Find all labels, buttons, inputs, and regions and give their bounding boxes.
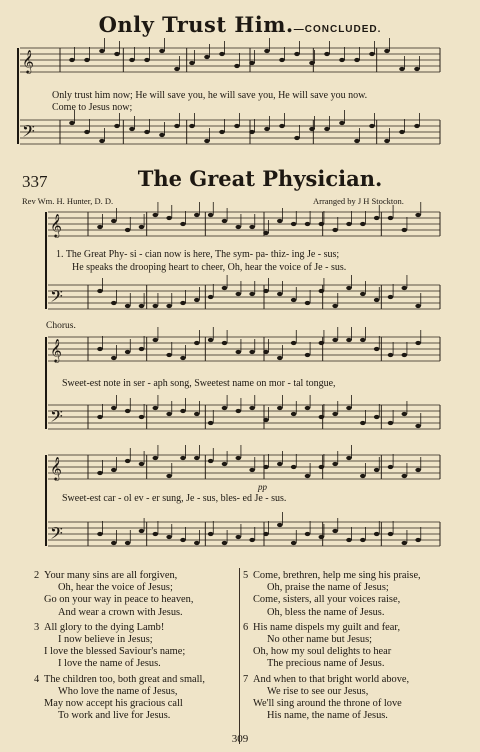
note-head: [291, 541, 297, 545]
note-head: [332, 462, 338, 466]
bass-clef-icon: 𝄢: [50, 286, 63, 310]
note-head: [360, 474, 366, 478]
note-head: [388, 353, 394, 357]
note-head: [222, 286, 228, 290]
note-head: [114, 124, 120, 128]
note-head: [277, 292, 283, 296]
note-head: [234, 124, 240, 128]
note-head: [249, 468, 255, 472]
verse-text: Your many sins are all forgiven,: [44, 570, 178, 581]
note-head: [84, 58, 90, 62]
note-head: [332, 338, 338, 342]
note-head: [305, 353, 311, 357]
note-head: [415, 424, 421, 428]
note-head: [180, 356, 186, 360]
note-head: [305, 474, 311, 478]
verse-line: No other name but Jesus;: [267, 634, 373, 646]
bass-clef-icon: 𝄢: [50, 406, 63, 430]
note-head: [263, 231, 269, 235]
note-head: [222, 406, 228, 410]
note-head: [111, 468, 117, 472]
note-head: [294, 52, 300, 56]
note-head: [249, 292, 255, 296]
verse1-line-1: 1. The Great Phy- si - cian now is here, The sym- pa- thiz- ing Je - sus;: [56, 249, 340, 260]
note-head: [319, 289, 325, 293]
note-head: [139, 529, 145, 533]
verse-6: [243, 622, 421, 671]
note-head: [166, 412, 172, 416]
note-head: [111, 356, 117, 360]
page-number: 309: [231, 733, 249, 745]
bass-clef-icon: 𝄢: [50, 523, 63, 547]
note-head: [222, 219, 228, 223]
note-head: [402, 412, 408, 416]
note-head: [139, 415, 145, 419]
verse-2: [34, 570, 205, 619]
chorus-line-2: Sweet-est car - ol ev - er sung, Je - sus, bles- ed Je - sus.: [62, 493, 287, 504]
note-head: [354, 139, 360, 143]
note-head: [222, 462, 228, 466]
column-divider: [239, 568, 240, 744]
note-head: [153, 406, 159, 410]
note-head: [166, 216, 172, 220]
verse-line: Oh, how my soul delights to hear: [253, 646, 392, 658]
author-credit: Rev Wm. H. Hunter, D. D.: [22, 196, 114, 206]
note-head: [277, 219, 283, 223]
note-head: [415, 341, 421, 345]
note-head: [277, 406, 283, 410]
note-head: [236, 535, 242, 539]
note-head: [305, 222, 311, 226]
note-head: [291, 465, 297, 469]
note-head: [324, 52, 330, 56]
note-head: [194, 341, 200, 345]
verse-7: [243, 674, 421, 723]
note-head: [125, 459, 131, 463]
note-head: [114, 52, 120, 56]
note-head: [129, 58, 135, 62]
note-head: [369, 124, 375, 128]
note-head: [236, 350, 242, 354]
hymn-number: 337: [22, 172, 48, 191]
note-head: [153, 213, 159, 217]
note-head: [291, 341, 297, 345]
note-head: [402, 228, 408, 232]
bass-clef-icon: 𝄢: [22, 121, 35, 145]
note-head: [263, 350, 269, 354]
verse-line: Oh, hear the voice of Jesus;: [58, 582, 173, 594]
verse-text: Come, brethren, help me sing his praise,: [253, 570, 421, 581]
verses-right-column: [243, 570, 421, 725]
note-head: [234, 64, 240, 68]
verse-text: And when to that bright world above,: [253, 673, 410, 685]
verse-line: [34, 622, 205, 634]
treble-clef-icon: 𝄞: [50, 338, 62, 362]
note-head: [291, 412, 297, 416]
note-head: [208, 338, 214, 342]
note-head: [222, 341, 228, 345]
note-head: [388, 295, 394, 299]
note-head: [208, 295, 214, 299]
note-head: [97, 532, 103, 536]
note-head: [374, 216, 380, 220]
note-head: [97, 471, 103, 475]
verse-line: Come, sisters, all your voices raise,: [253, 594, 401, 606]
note-head: [291, 298, 297, 302]
top-lyric-line-2: Come to Jesus now;: [52, 102, 133, 113]
note-head: [388, 532, 394, 536]
verse-line: We'll sing around the throne of love: [253, 698, 402, 710]
note-head: [99, 139, 105, 143]
note-head: [153, 304, 159, 308]
verse-line: We rise to see our Jesus,: [267, 685, 369, 697]
note-head: [208, 532, 214, 536]
verse-line: [243, 622, 421, 634]
note-head: [264, 49, 270, 53]
continued-title-text: Only Trust Him.: [98, 12, 294, 37]
note-head: [346, 286, 352, 290]
note-head: [249, 61, 255, 65]
note-head: [415, 213, 421, 217]
verse-5: [243, 570, 421, 619]
concluded-label: —CONCLUDED.: [293, 24, 382, 35]
note-head: [111, 219, 117, 223]
note-head: [374, 298, 380, 302]
note-head: [319, 341, 325, 345]
note-head: [415, 538, 421, 542]
note-head: [360, 292, 366, 296]
note-head: [249, 406, 255, 410]
note-head: [249, 130, 255, 134]
note-head: [346, 338, 352, 342]
note-head: [388, 421, 394, 425]
note-head: [332, 304, 338, 308]
note-head: [319, 465, 325, 469]
dynamic-marking: pp: [258, 482, 267, 492]
note-head: [346, 538, 352, 542]
note-head: [360, 338, 366, 342]
arranger-credit: Arranged by J H Stockton.: [313, 196, 404, 206]
note-head: [309, 127, 315, 131]
verse-text: All glory to the dying Lamb!: [44, 621, 165, 633]
note-head: [166, 353, 172, 357]
verse-number: 4: [34, 673, 40, 685]
note-head: [388, 465, 394, 469]
note-head: [189, 61, 195, 65]
note-head: [305, 406, 311, 410]
note-head: [263, 465, 269, 469]
note-head: [204, 139, 210, 143]
note-head: [319, 415, 325, 419]
note-head: [153, 338, 159, 342]
note-head: [277, 523, 283, 527]
note-head: [125, 228, 131, 232]
note-head: [219, 52, 225, 56]
top-lyric-line-1: Only trust him now; He will save you, he will save you, He will save you now.: [52, 90, 368, 101]
note-head: [264, 127, 270, 131]
note-head: [125, 409, 131, 413]
note-head: [339, 121, 345, 125]
verse-line: I love the name of Jesus.: [58, 658, 161, 670]
treble-clef-icon: 𝄞: [50, 456, 62, 480]
note-head: [402, 474, 408, 478]
verse-line: I now believe in Jesus;: [58, 634, 153, 646]
verse-line: [34, 570, 205, 582]
note-head: [219, 130, 225, 134]
verse-line: Oh, praise the name of Jesus;: [267, 582, 389, 594]
note-head: [374, 347, 380, 351]
note-head: [324, 127, 330, 131]
note-head: [309, 61, 315, 65]
note-head: [139, 462, 145, 466]
note-head: [360, 222, 366, 226]
verse-number: 5: [243, 570, 249, 581]
verse-line: I love the blessed Saviour's name;: [44, 646, 186, 658]
note-head: [69, 121, 75, 125]
note-head: [189, 124, 195, 128]
note-head: [263, 418, 269, 422]
note-head: [249, 225, 255, 229]
note-head: [291, 222, 297, 226]
treble-clef-icon: 𝄞: [22, 49, 34, 73]
verse-line: Who love the name of Jesus,: [58, 685, 178, 697]
note-head: [166, 304, 172, 308]
note-head: [129, 127, 135, 131]
note-head: [159, 49, 165, 53]
note-head: [415, 468, 421, 472]
note-head: [208, 459, 214, 463]
note-head: [236, 292, 242, 296]
verse-number: 6: [243, 621, 249, 633]
note-head: [222, 541, 228, 545]
note-head: [346, 406, 352, 410]
note-head: [69, 58, 75, 62]
hymn-title: The Great Physician.: [137, 166, 383, 191]
note-head: [139, 347, 145, 351]
note-head: [236, 456, 242, 460]
verse-line: [243, 570, 421, 582]
verse-number: 3: [34, 621, 40, 633]
note-head: [305, 301, 311, 305]
note-head: [399, 130, 405, 134]
chorus-line-1: Sweet-est note in ser - aph song, Sweetest name on mor - tal tongue,: [62, 378, 336, 389]
note-head: [166, 535, 172, 539]
note-head: [139, 225, 145, 229]
note-head: [332, 412, 338, 416]
verse-line: His name, the name of Jesus.: [267, 710, 388, 722]
note-head: [208, 213, 214, 217]
note-head: [402, 541, 408, 545]
note-head: [305, 532, 311, 536]
note-head: [180, 538, 186, 542]
note-head: [384, 139, 390, 143]
note-head: [144, 58, 150, 62]
note-head: [249, 350, 255, 354]
note-head: [111, 301, 117, 305]
note-head: [354, 58, 360, 62]
verse-text: His name dispels my guilt and fear,: [253, 621, 401, 633]
note-head: [346, 222, 352, 226]
note-head: [374, 415, 380, 419]
note-head: [153, 532, 159, 536]
note-head: [399, 67, 405, 71]
note-head: [249, 538, 255, 542]
note-head: [111, 406, 117, 410]
note-head: [332, 228, 338, 232]
note-head: [180, 301, 186, 305]
note-head: [236, 409, 242, 413]
note-head: [360, 421, 366, 425]
note-head: [97, 289, 103, 293]
verse-line: [243, 674, 421, 686]
verses-left-column: [34, 570, 205, 725]
note-head: [384, 49, 390, 53]
note-head: [277, 356, 283, 360]
note-head: [414, 124, 420, 128]
verse-number: 7: [243, 673, 249, 685]
note-head: [194, 456, 200, 460]
note-head: [111, 541, 117, 545]
verse-3: [34, 622, 205, 671]
note-head: [125, 541, 131, 545]
note-head: [263, 532, 269, 536]
note-head: [204, 55, 210, 59]
verse-line: Oh, bless the name of Jesus.: [267, 606, 385, 618]
verse-4: [34, 674, 205, 723]
note-head: [369, 52, 375, 56]
note-head: [319, 222, 325, 226]
note-head: [159, 133, 165, 137]
note-head: [194, 412, 200, 416]
note-head: [174, 124, 180, 128]
verse-text: The children too, both great and small,: [44, 673, 206, 685]
treble-clef-icon: 𝄞: [50, 213, 62, 237]
note-head: [153, 456, 159, 460]
note-head: [99, 49, 105, 53]
note-head: [194, 541, 200, 545]
continued-title: [0, 12, 480, 37]
chorus-label: Chorus.: [46, 321, 76, 331]
note-head: [236, 225, 242, 229]
note-head: [277, 462, 283, 466]
note-head: [194, 213, 200, 217]
note-head: [332, 529, 338, 533]
note-head: [139, 304, 145, 308]
note-head: [144, 130, 150, 134]
verse-line: The precious name of Jesus.: [267, 658, 385, 670]
verse-line: Go on your way in peace to heaven,: [44, 594, 194, 606]
note-head: [279, 124, 285, 128]
note-head: [208, 421, 214, 425]
note-head: [319, 535, 325, 539]
note-head: [166, 474, 172, 478]
note-head: [263, 289, 269, 293]
note-head: [360, 538, 366, 542]
note-head: [180, 222, 186, 226]
note-head: [294, 136, 300, 140]
note-head: [346, 456, 352, 460]
note-head: [402, 286, 408, 290]
verse-number: 2: [34, 570, 40, 581]
note-head: [388, 216, 394, 220]
verse-line: To work and live for Jesus.: [58, 710, 171, 722]
note-head: [97, 347, 103, 351]
note-head: [279, 58, 285, 62]
verse1-line-2: He speaks the drooping heart to cheer, Oh, hear the voice of Je - sus.: [72, 262, 347, 273]
note-head: [97, 225, 103, 229]
note-head: [402, 353, 408, 357]
note-head: [374, 468, 380, 472]
note-head: [125, 350, 131, 354]
note-head: [194, 298, 200, 302]
note-head: [414, 67, 420, 71]
note-head: [97, 415, 103, 419]
verse-line: [34, 674, 205, 686]
note-head: [180, 409, 186, 413]
note-head: [125, 304, 131, 308]
note-head: [415, 304, 421, 308]
note-head: [174, 67, 180, 71]
verse-line: May now accept his gracious call: [44, 698, 183, 710]
note-head: [180, 456, 186, 460]
note-head: [339, 58, 345, 62]
verse-line: And wear a crown with Jesus.: [58, 606, 183, 618]
note-head: [374, 532, 380, 536]
note-head: [84, 130, 90, 134]
